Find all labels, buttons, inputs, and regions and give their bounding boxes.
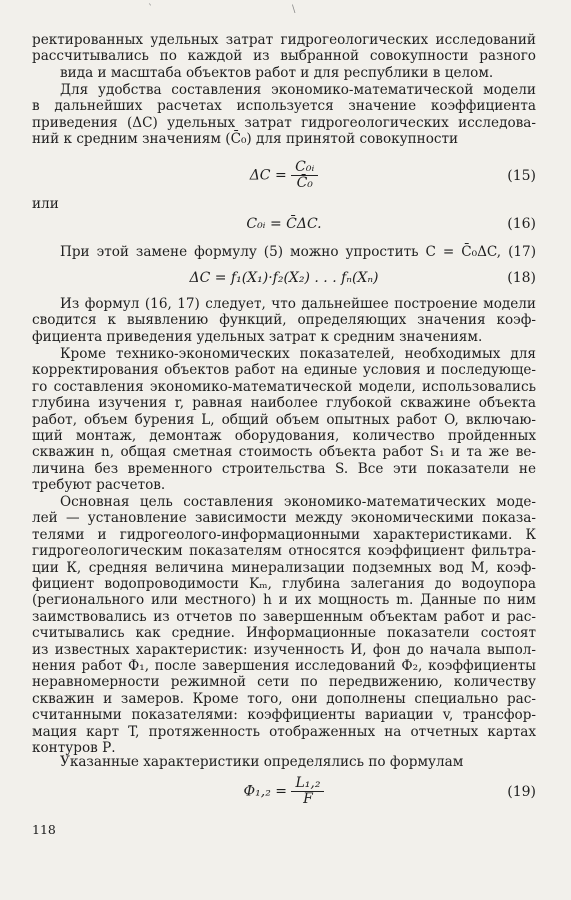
text-line: ректированных удельных затрат гидрогеологических исследований: [32, 32, 536, 48]
text-line: из известных характеристик: изученность И, фон до начала выпол-: [32, 641, 536, 658]
text-line: вида и масштаба объектов работ и для республики в целом.: [60, 64, 494, 81]
text-line: Кроме технико-экономических показателей, необходимых для: [60, 346, 536, 362]
equation-19: [32, 776, 536, 812]
text-line: Для удобства составления экономико-математической модели: [60, 82, 536, 98]
eq16-expression: C₀ᵢ = C̄ΔC.: [246, 216, 322, 232]
text-line: фициента приведения удельных затрат к средним значениям.: [32, 328, 483, 345]
text-line: гидрогеологическим показателям относятся коэффициент фильтра-: [32, 543, 536, 560]
text-line: лей — установление зависимости между экономическими показа-: [32, 510, 536, 527]
paragraph-coefficient-intro: [32, 82, 536, 148]
text-line: неравномерности режимной сети по передвижению, количеству: [32, 674, 536, 691]
text-line: ции К, средняя величина минерализации подземных вод М, коэф-: [32, 559, 536, 576]
text-line: контуров Р.: [32, 740, 116, 757]
text-line: телями и гидрогеолого-информационными характеристиками. К: [32, 526, 536, 543]
text-line: скважин и замеров. Кроме того, они дополнены специально рас-: [32, 690, 536, 707]
top-mark-left: `: [148, 4, 153, 15]
top-mark-right: \: [292, 4, 296, 15]
paragraph-technical-indicators: [32, 346, 536, 494]
text-line: (регионального или местного) h и их мощность m. Данные по ним: [32, 592, 536, 609]
text-line: требуют расчетов.: [32, 477, 166, 494]
text-line: Основная цель составления экономико-математических моде-: [60, 494, 536, 510]
page-number: 118: [32, 822, 56, 837]
eq18-number: (18): [507, 270, 536, 286]
paragraph-continuation: [32, 32, 536, 81]
eq16-number: (16): [507, 216, 536, 232]
text-line: Из формул (16, 17) следует, что дальнейшее построение модели: [60, 296, 536, 312]
paragraph-model-construction: [32, 296, 536, 345]
eq19-denominator: F: [303, 791, 313, 807]
eq19-numerator: L₁,₂: [291, 776, 324, 792]
text-line: глубина изучения r, равная наиболее глубокой скважине объекта: [32, 395, 536, 412]
eq15-numerator: C₀ᵢ: [291, 160, 318, 176]
text-line: фициент водопроводимости Kₘ, глубина залегания до водоупора: [32, 576, 536, 593]
text-line: рассчитывались по каждой из выбранной совокупности разного: [32, 48, 536, 65]
text-line: При этой замене формулу (5) можно упростить C = C̄₀ΔC, (17): [60, 244, 536, 260]
text-line: го составления экономико-математической модели, использовались: [32, 378, 536, 395]
eq19-lhs: Ф₁,₂ =: [243, 783, 288, 800]
text-line: сводится к выявлению функций, определяющих значения коэф-: [32, 312, 536, 329]
eq19-number: (19): [507, 784, 536, 800]
text-line: нения работ Ф₁, после завершения исследований Ф₂, коэффициенты: [32, 658, 536, 675]
equation-18: [32, 270, 536, 290]
paragraph-formulas-intro: [32, 754, 536, 770]
eq18-expression: ΔC = f₁(X₁)·f₂(X₂) . . . fₙ(Xₙ): [189, 270, 379, 286]
text-line: корректирования объектов работ на единые условия и последующе-: [32, 362, 536, 379]
text-line: считывались как средние. Информационные показатели состоят: [32, 625, 536, 642]
text-line: личина без временного строительства S. Все эти показатели не: [32, 460, 536, 477]
text-line: Указанные характеристики определялись по формулам: [60, 754, 464, 770]
text-line: щий монтаж, демонтаж оборудования, количество пройденных: [32, 428, 536, 445]
eq15-number: (15): [507, 168, 536, 184]
paragraph-main-goal: [32, 494, 536, 757]
eq15-denominator: C̄₀: [296, 175, 313, 191]
text-line: ний к средним значениям (C̄₀) для принятой совокупности: [32, 131, 459, 148]
text-line: приведения (ΔC) удельных затрат гидрогеологических исследова-: [32, 114, 536, 131]
text-line: заимствовались из отчетов по завершенным объектам работ и рас-: [32, 608, 536, 625]
text-line: считанными показателями: коэффициенты вариации v, трансфор-: [32, 707, 536, 724]
text-line: скважин n, общая сметная стоимость объекта работ S₁ и та же ве-: [32, 444, 536, 461]
eq19-fraction: [291, 776, 324, 807]
eq15-lhs: ΔC =: [249, 167, 287, 184]
equation-16: [32, 216, 536, 236]
text-line: мация карт T, протяженность отображенных на отчетных картах: [32, 723, 536, 740]
text-line: в дальнейших расчетах используется значение коэффициента: [32, 98, 536, 115]
conjunction-or: или: [32, 196, 59, 212]
equation-15: [32, 160, 536, 196]
equation-17-line: [32, 244, 536, 260]
text-line: работ, объем бурения L, общий объем опытных работ O, включаю-: [32, 411, 536, 428]
eq15-fraction: [291, 160, 318, 191]
